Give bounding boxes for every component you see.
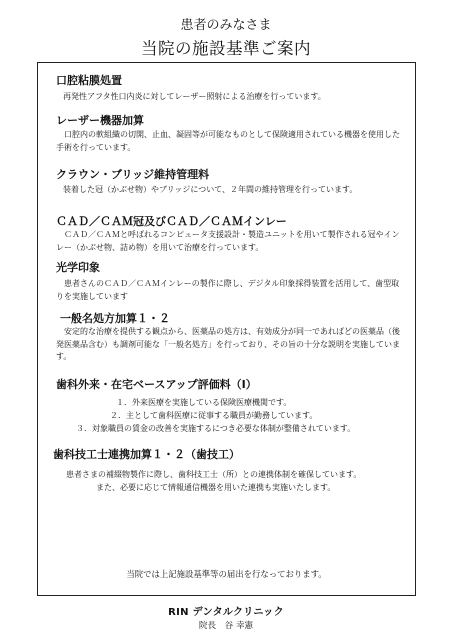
section-heading-cad-cam: ＣＡＤ／ＣＡＭ冠及びＣＡＤ／ＣＡＭインレー [56,215,287,228]
header-greeting: 患者のみなさま [180,18,272,33]
section-heading-crown-bridge: クラウン・ブリッジ維持管理料 [56,168,210,181]
director-name: 院長 谷 幸憲 [198,621,254,631]
filing-note: 当院では上記施設基準等の届出を行なっております。 [126,569,327,579]
base-up-item-1: １．外来医療を実施している保険医療機関です。 [116,398,292,407]
section-body-optical-impression: 患者さんのＣＡＤ／ＣＡＭインレーの製作に際し、デジタル印象採得装置を活用して、歯型取りを実施しています [56,279,400,301]
section-heading-base-up: 歯科外来・在宅ベースアップ評価料（Ⅰ） [56,378,257,391]
section-body-crown-bridge: 装着した冠（かぶせ物）やブリッジについて、２年間の維持管理を行っています。 [63,185,358,194]
section-heading-technician: 歯科技工士連携加算１・２（歯技工） [53,448,240,461]
technician-item-2: また、必要に応じて情報通信機器を用いた連携も実施いたします。 [96,483,336,492]
section-body-laser: 口腔内の軟組織の切開、止血、凝固等が可能なものとして保険適用されている機器を使用した手術を行っています。 [56,130,400,152]
section-heading-optical-impression: 光学印象 [56,261,100,274]
section-body-oral-mucosa: 再発性アフタ性口内炎に対してレーザー照射による治療を行っています。 [63,92,326,101]
section-heading-laser: レーザー機器加算 [56,114,144,127]
clinic-name: RIN デンタルクリニック [168,607,284,618]
technician-item-1: 患者さまの補綴物製作に際し、歯科技工士（所）との連携体制を確保しています。 [66,470,362,479]
base-up-item-3: ３．対象職員の賃金の改善を実施するにつき必要な体制が整備されています。 [76,424,356,433]
page-title: 当院の施設基準ご案内 [141,39,311,58]
section-heading-generic-prescription: 一般名処方加算１・２ [60,312,170,325]
section-heading-oral-mucosa: 口腔粘膜処置 [56,74,122,87]
section-body-cad-cam: ＣＡＤ／ＣＡＭと呼ばれるコンピュータ支援設計・製造ユニットを用いて製作される冠やインレー（かぶせ物、詰め物）を用いて治療を行っています。 [56,230,400,252]
section-body-generic-prescription: 安定的な治療を提供する観点から、医薬品の処方は、有効成分が同一であればどの医薬品（後発医薬品含む）も調剤可能な「一般名処方」を行っており、その旨の十分な説明を実施しています。 [56,327,400,361]
base-up-item-2: ２．主として歯科医療に従事する職員が勤務しています。 [110,411,318,420]
